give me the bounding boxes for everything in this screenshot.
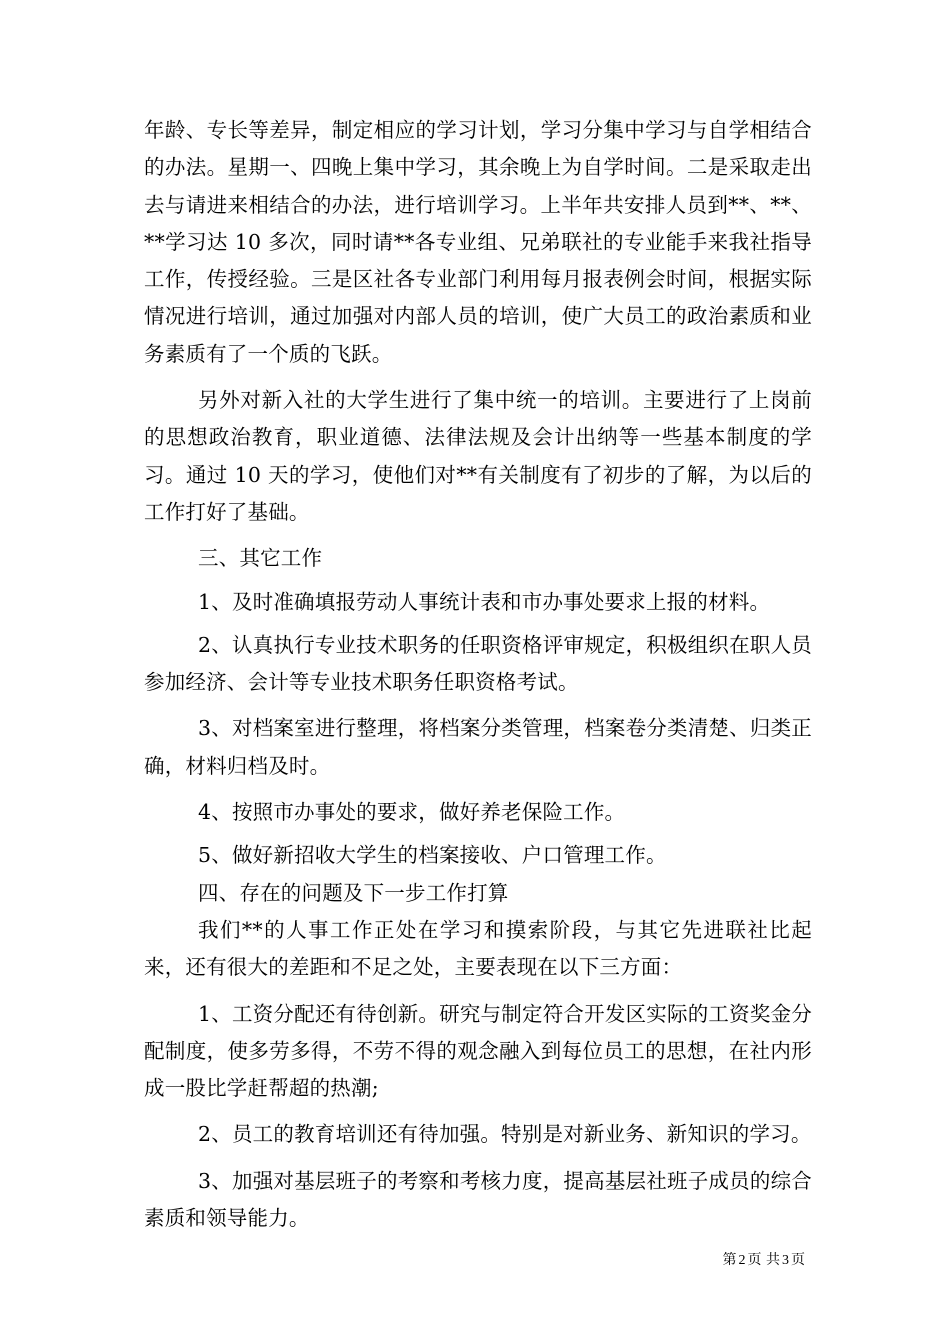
list-item-other-work-1: 1、及时准确填报劳动人事统计表和市办事处要求上报的材料。 xyxy=(198,589,771,614)
list-item-other-work-3: 3、对档案室进行整理，将档案分类管理，档案卷分类清楚、归类正确，材料归档及时。 xyxy=(144,716,812,778)
page-current: 2 xyxy=(738,1253,746,1268)
document-body xyxy=(144,112,812,1237)
list-item-other-work-2: 2、认真执行专业技术职务的任职资格评审规定，积极组织在职人员参加经济、会计等专业技术职务任职资格考试。 xyxy=(144,632,812,695)
page-suffix: 页 xyxy=(791,1252,805,1268)
list-item-problem-1: 1、工资分配还有待创新。研究与制定符合开发区实际的工资奖金分配制度，使多劳多得，不劳不得的观念融入到每位员工的思想，在社内形成一股比学赶帮超的热潮; xyxy=(144,1001,812,1101)
page-middle: 页 共 xyxy=(747,1252,780,1268)
page-prefix: 第 xyxy=(722,1252,737,1268)
section-heading-problems-plans: 四、存在的问题及下一步工作打算 xyxy=(198,880,509,905)
page-total: 3 xyxy=(782,1253,789,1268)
paragraph-problems-intro: 我们**的人事工作正处在学习和摸索阶段，与其它先进联社比起来，还有很大的差距和不足之处，主要表现在以下三方面： xyxy=(144,917,812,980)
page-number-footer xyxy=(723,1249,805,1269)
paragraph-training-methods: 年龄、专长等差异，制定相应的学习计划，学习分集中学习与自学相结合的办法。星期一、四晚上集中学习，其余晚上为自学时间。二是采取走出去与请进来相结合的办法，进行培训学习。上半年共安排人员到**、**、**学习达 10 多次，同时请**各专业组、兄弟联社的专业能手来我社指导工作，传授经验。三是区社各专业部门利用每月报表例会时间，根据实际情况进行培训，通过加强对内部人员的培训，使广大员工的政治素质和业务素质有了一个质的飞跃。 xyxy=(144,118,812,366)
list-item-other-work-4: 4、按照市办事处的要求，做好养老保险工作。 xyxy=(198,800,626,825)
list-item-problem-2: 2、员工的教育培训还有待加强。特别是对新业务、新知识的学习。 xyxy=(198,1122,812,1147)
section-heading-other-work: 三、其它工作 xyxy=(198,546,323,571)
list-item-problem-3: 3、加强对基层班子的考察和考核力度，提高基层社班子成员的综合素质和领导能力。 xyxy=(144,1168,812,1231)
paragraph-new-graduates-training: 另外对新入社的大学生进行了集中统一的培训。主要进行了上岗前的思想政治教育，职业道德、法律法规及会计出纳等一些基本制度的学习。通过 10 天的学习，使他们对**有关制度有了初步的了解，为以后的工作打好了基础。 xyxy=(144,388,812,524)
list-item-other-work-5: 5、做好新招收大学生的档案接收、户口管理工作。 xyxy=(198,843,667,868)
